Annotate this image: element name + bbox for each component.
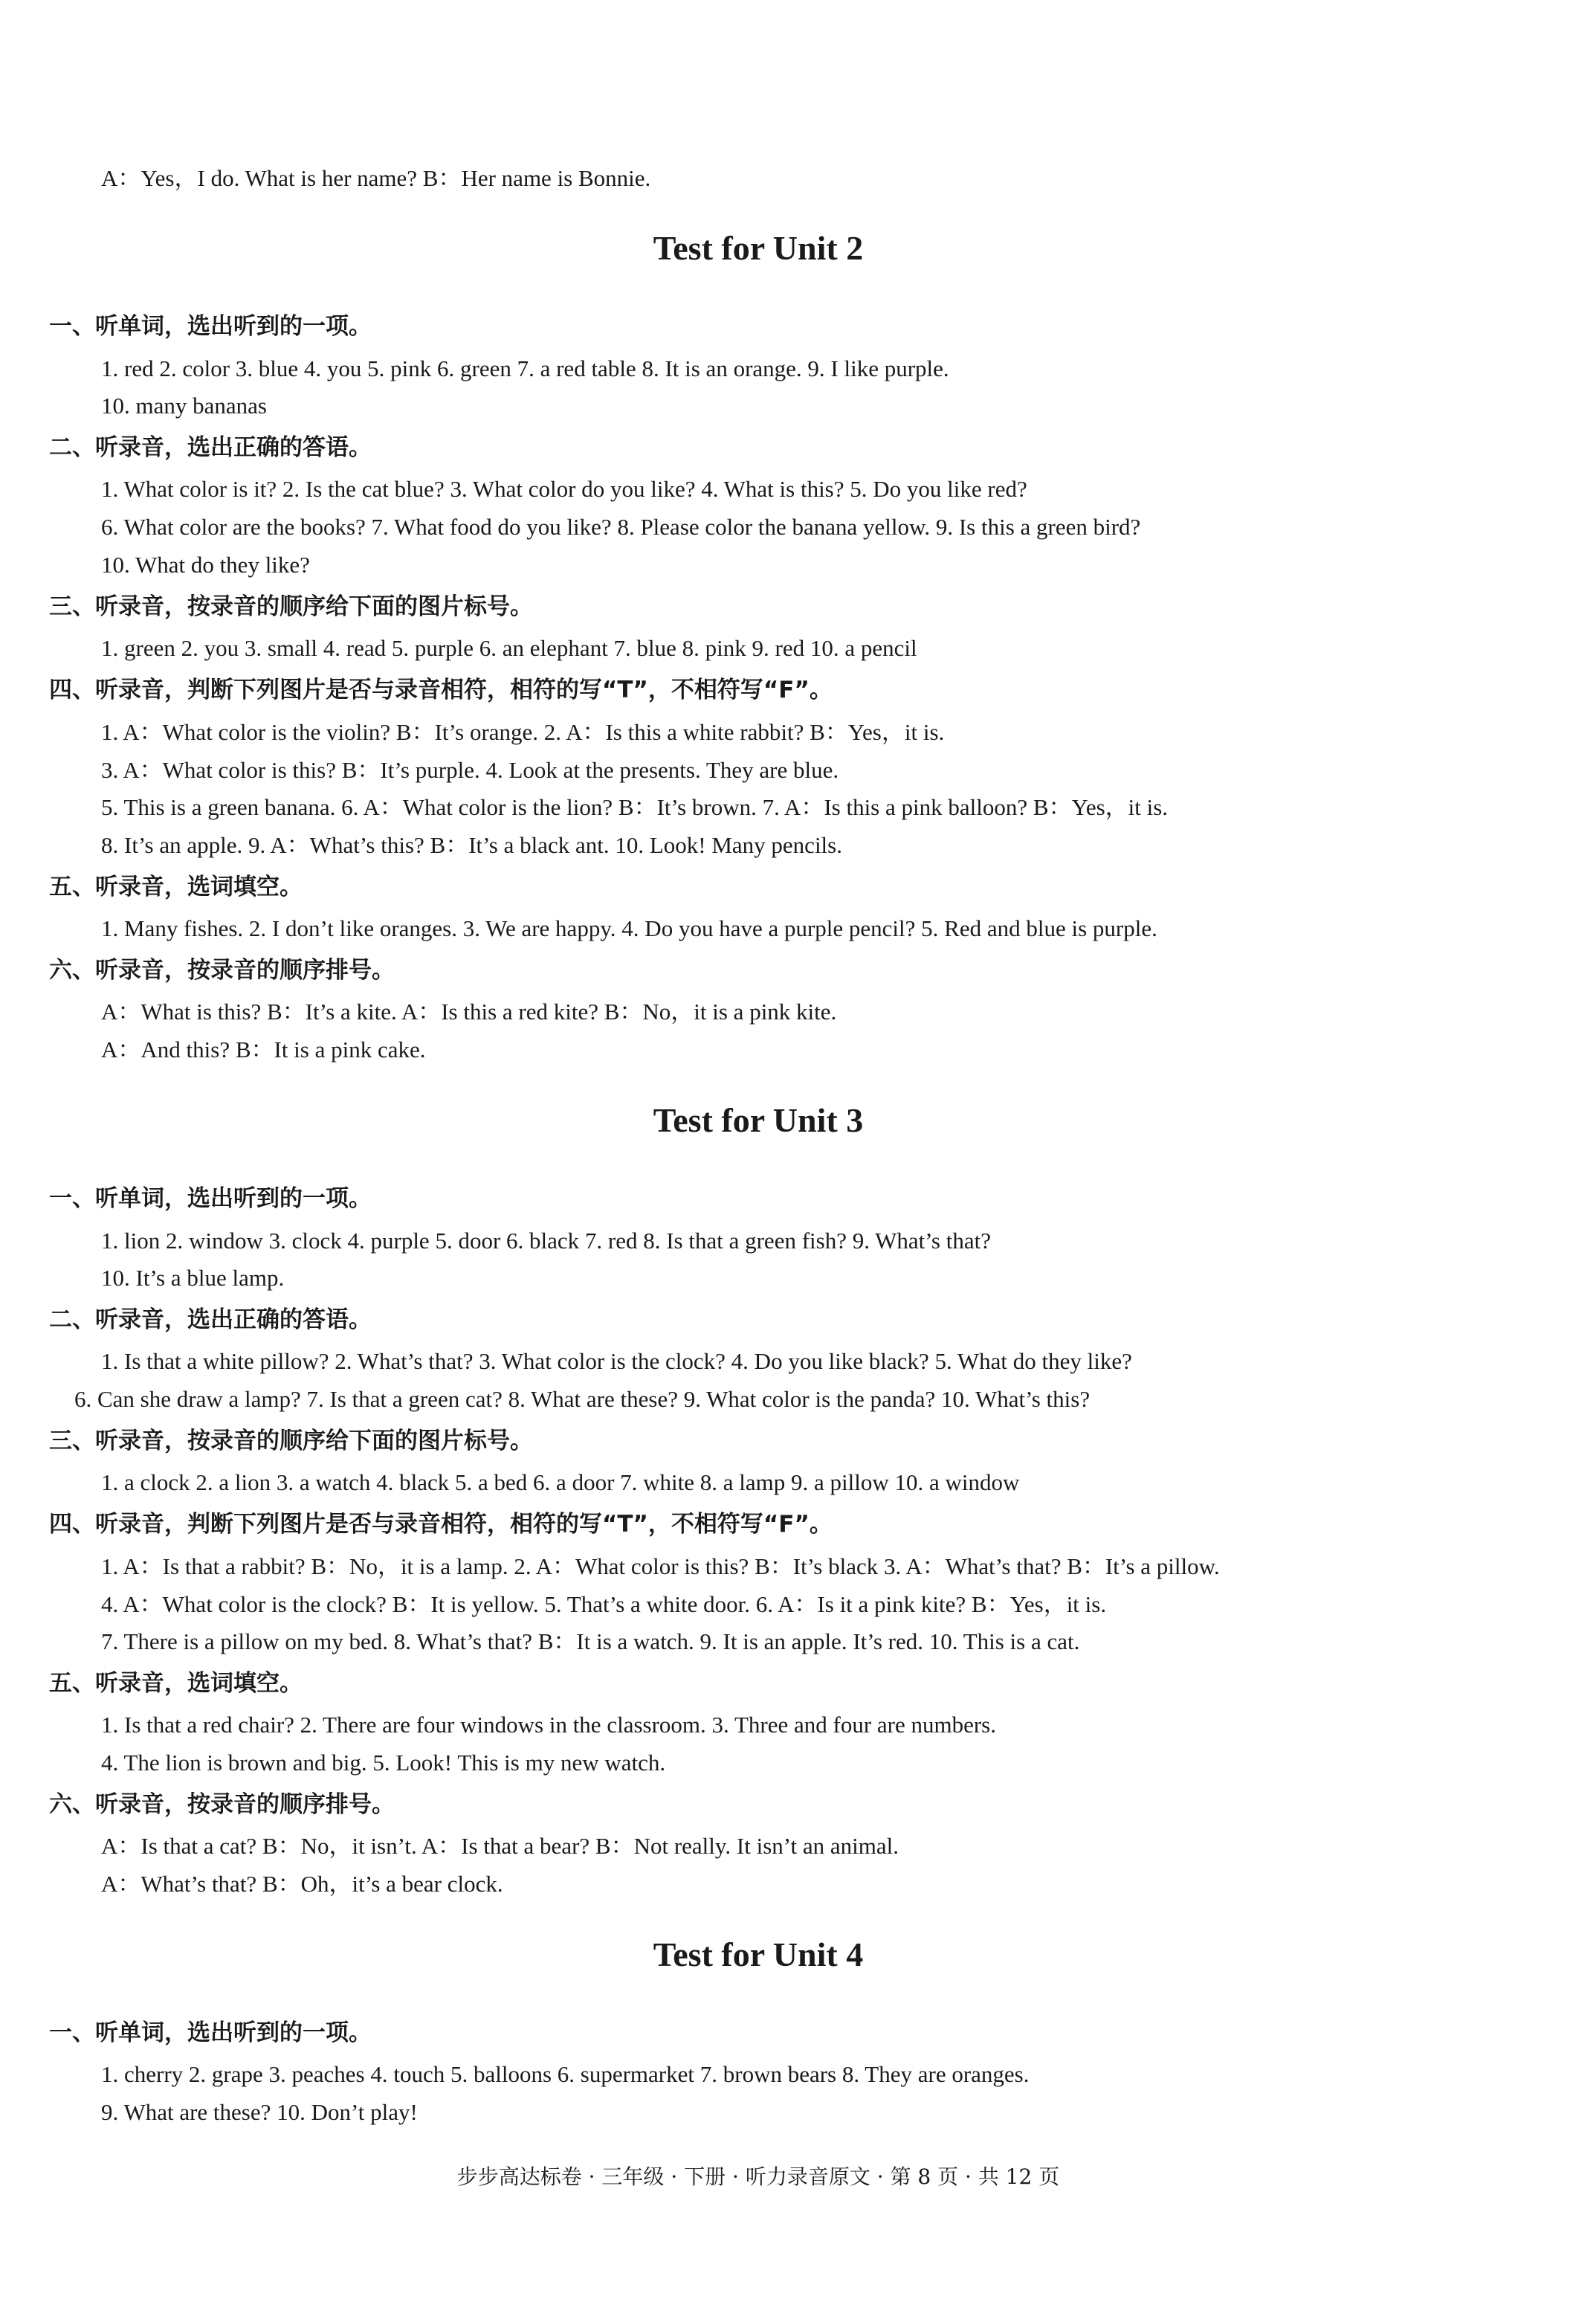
unit3-section6-line2: A：What’s that? B：Oh，it’s a bear clock. [101,1871,503,1897]
unit2-section6-line2: A：And this? B：It is a pink cake. [101,1036,426,1063]
unit3-section2-line2: 6. Can she draw a lamp? 7. Is that a green cat? 8. What are these? 9. What color is the panda? 10. What’s this? [74,1386,1091,1412]
unit2-section3-line1: 1. green 2. you 3. small 4. read 5. purple 6. an elephant 7. blue 8. pink 9. red 10. a pencil [101,635,917,661]
unit3-section1-line1: 1. lion 2. window 3. clock 4. purple 5. door 6. black 7. red 8. Is that a green fish? 9. What’s that? [101,1228,991,1254]
unit2-section4-line2: 3. A：What color is this? B：It’s purple. 4. Look at the presents. They are blue. [101,757,839,783]
unit3-section1-heading: 一、听单词，选出听到的一项。 [49,1185,372,1212]
unit3-section5-heading: 五、听录音，选词填空。 [49,1670,303,1697]
unit2-section6-line1: A：What is this? B：It’s a kite. A：Is this a red kite? B：No，it is a pink kite. [101,999,837,1025]
unit4-section1-heading: 一、听单词，选出听到的一项。 [49,2019,372,2046]
unit3-section6-line1: A：Is that a cat? B：No，it isn’t. A：Is that a bear? B：Not really. It isn’t an animal. [101,1833,899,1859]
unit4-section1-line2: 9. What are these? 10. Don’t play! [101,2099,418,2125]
top-dialogue-line: A：Yes，I do. What is her name? B：Her name is Bonnie. [101,165,651,191]
unit2-section1-heading: 一、听单词，选出听到的一项。 [49,313,372,340]
unit3-section5-line2: 4. The lion is brown and big. 5. Look! This is my new watch. [101,1750,666,1776]
page-footer: 步步高达标卷 · 三年级 · 下册 · 听力录音原文 · 第 8 页 · 共 12 页 [456,2164,1060,2189]
unit3-section2-line1: 1. Is that a white pillow? 2. What’s that? 3. What color is the clock? 4. Do you like black? 5. What do they like? [101,1348,1132,1374]
unit2-section2-line2: 6. What color are the books? 7. What food do you like? 8. Please color the banana yellow. 9. Is this a green bird? [101,514,1141,540]
unit3-section3-line1: 1. a clock 2. a lion 3. a watch 4. black 5. a bed 6. a door 7. white 8. a lamp 9. a pillow 10. a window [101,1469,1020,1495]
unit2-section5-heading: 五、听录音，选词填空。 [49,874,303,900]
unit2-section2-heading: 二、听录音，选出正确的答语。 [49,434,372,461]
unit4-title: Test for Unit 4 [653,1935,864,1973]
unit3-section4-heading: 四、听录音，判断下列图片是否与录音相符，相符的写“T”，不相符写“F”。 [49,1511,833,1538]
unit2-section5-line1: 1. Many fishes. 2. I don’t like oranges. 3. We are happy. 4. Do you have a purple pencil? 5. Red and blue is purple. [101,915,1157,941]
unit3-section5-line1: 1. Is that a red chair? 2. There are four windows in the classroom. 3. Three and four are numbers. [101,1712,996,1738]
unit3-section4-line3: 7. There is a pillow on my bed. 8. What’s that? B：It is a watch. 9. It is an apple. It’s red. 10. This is a cat. [101,1628,1080,1654]
unit3-section3-heading: 三、听录音，按录音的顺序给下面的图片标号。 [49,1428,533,1454]
unit3-title: Test for Unit 3 [653,1101,864,1139]
unit2-title: Test for Unit 2 [653,229,864,267]
unit2-section4-line1: 1. A：What color is the violin? B：It’s orange. 2. A：Is this a white rabbit? B：Yes，it is. [101,719,945,745]
unit3-section6-heading: 六、听录音，按录音的顺序排号。 [49,1791,395,1818]
unit3-section4-line1: 1. A：Is that a rabbit? B：No，it is a lamp. 2. A：What color is this? B：It’s black 3. A：What’s that? B：It’s a pillow. [101,1553,1220,1579]
unit4-section1-line1: 1. cherry 2. grape 3. peaches 4. touch 5. balloons 6. supermarket 7. brown bears 8. They are oranges. [101,2061,1030,2087]
unit2-section4-line3: 5. This is a green banana. 6. A：What color is the lion? B：It’s brown. 7. A：Is this a pink balloon? B：Yes，it is. [101,794,1169,820]
unit2-section2-line3: 10. What do they like? [101,552,310,578]
unit2-section4-heading: 四、听录音，判断下列图片是否与录音相符，相符的写“T”，不相符写“F”。 [49,677,833,703]
unit2-section1-line1: 1. red 2. color 3. blue 4. you 5. pink 6. green 7. a red table 8. It is an orange. 9. I like purple. [101,355,949,381]
unit2-section6-heading: 六、听录音，按录音的顺序排号。 [49,957,395,984]
unit2-section4-line4: 8. It’s an apple. 9. A：What’s this? B：It’s a black ant. 10. Look! Many pencils. [101,832,842,858]
unit3-section2-heading: 二、听录音，选出正确的答语。 [49,1306,372,1333]
unit2-section1-line2: 10. many bananas [101,393,267,419]
unit3-section4-line2: 4. A：What color is the clock? B：It is yellow. 5. That’s a white door. 6. A：Is it a pink kite? B：Yes，it is. [101,1591,1107,1617]
unit3-section1-line2: 10. It’s a blue lamp. [101,1265,285,1291]
unit2-section2-line1: 1. What color is it? 2. Is the cat blue? 3. What color do you like? 4. What is this? 5. Do you like red? [101,476,1027,502]
unit2-section3-heading: 三、听录音，按录音的顺序给下面的图片标号。 [49,593,533,620]
